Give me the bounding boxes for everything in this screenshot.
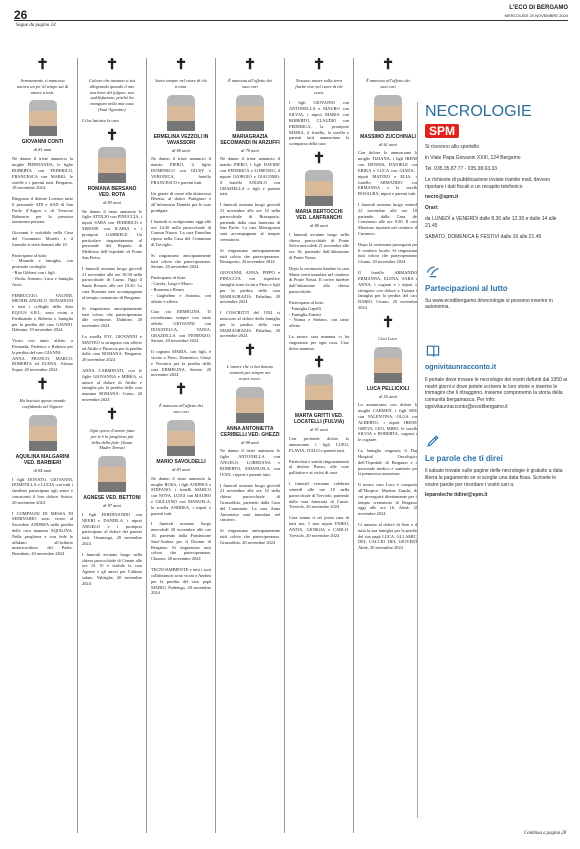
obituary-card: [289, 459, 349, 476]
obituary-text: I COSCRITTI del 1954 si uniscono al dolore della famiglia per la perdita della cara MARIAGRAZIA. Paladina, 20 novembre 2024: [220, 310, 280, 339]
portrait-photo: [29, 100, 57, 136]
obituary-card: [12, 378, 73, 506]
obituary-text: Ne danno il triste annuncio le figlie ANTONELLA con ANGELO, LOREDANA e ROBERTO, EMANUELA con IVAN, i nipoti e parenti tutti.: [220, 448, 280, 477]
obituary-card: [82, 368, 142, 403]
cross-icon: ✝: [105, 127, 119, 144]
obituary-card: [220, 202, 280, 243]
email-note: Le richieste di pubblicazione inviate tramite mail, devono riportare i dati fiscali e un recapito telefonico: [425, 176, 551, 190]
obituary-column: [77, 58, 146, 833]
obituary-card: [220, 58, 280, 197]
page-header: [0, 0, 580, 62]
obituary-text: Partecipano al lutto: - Miranda e famiglia, con profondo cordoglio - Rita Gibbesi con i figli - Paola, Antonio, Luca e famiglia Arsio: [12, 252, 73, 287]
deceased-name: ROMANA BERSANO VED. ROTA: [87, 185, 137, 198]
obituary-text: Con profondo dolore lo annunciano i figli LUIGI, FLAVIA, ITALO e parenti tutti.: [289, 436, 349, 453]
deceased-age: di 91 anni: [310, 427, 328, 433]
cross-icon: ✝: [105, 58, 119, 73]
obituary-text: Un grazie di cuore alla dottoressa Beretta, al dottor Pattigiuro e all’infermiera Daniela per le cure prodigate.: [151, 190, 211, 213]
portrait-photo: [305, 374, 333, 410]
deceased-age: di 70 anni: [241, 147, 259, 153]
obituary-column: [215, 58, 284, 833]
hours-weekend: SABATO, DOMENICA E FESTIVI dalle 16 alle 21.45: [425, 234, 542, 241]
obituary-card: [358, 202, 418, 237]
portrait-photo: [236, 95, 264, 131]
deceased-age: di 87 anni: [103, 503, 121, 509]
obituary-card: [220, 344, 280, 477]
deceased-name: MARIO SAVOLDELLI: [156, 458, 206, 465]
words-text: Il sabato trovate sulle pagine delle necrologie è gratuito a data libera la pagamento se si sceglie una data fissa. Scrivete le vostre parole per ricordare i vostri cari a:: [425, 467, 563, 488]
obituary-quote: È mancata all’affetto dei suoi cari: [228, 78, 272, 89]
portrait-photo: [236, 387, 264, 423]
obituary-text: Ci ha lasciato la cara: [82, 117, 119, 123]
office-heading: Si ricevono allo sportello: [425, 144, 480, 150]
obituary-text: La nostra cara mamma ci ha ringraziato per ogni cosa. Ciao dolce mamma.: [289, 333, 349, 351]
portrait-photo: [98, 147, 126, 183]
cross-icon: ✝: [243, 343, 257, 360]
obituary-card: [289, 266, 349, 295]
cross-icon: ✝: [312, 150, 326, 167]
office-address: in Viale Papa Giovanni XXIII, 124 Bergamo: [425, 154, 521, 161]
portrait-photo: [29, 415, 57, 451]
obituary-card: [12, 58, 73, 191]
obituary-text: I funerali avranno luogo venerdì 22 novembre alle ore 10, partendo dalla Casa del Commiato alle ore 9:30. Il caro Massimo riposerà nel cimitero di Curnasco.: [358, 201, 418, 236]
obituary-card: [12, 511, 73, 558]
obituary-text: FERRUCCIO, VALTER, MICHELANGELO DONADONI e tutti i colleghi della ditta EQUUS S.R.L. sono vicini a Ferdinando e Roberta e famiglia per la perdita del caro GIANNI. Dalmine, 19 novembre 2024.: [12, 292, 73, 333]
obituary-text: TECNOAMBIENTE e tutti i suoi collaboratori sono vicini a Andrea per la perdita del caro papà MARIO. Pedrengo, 20 novembre 2024: [151, 567, 211, 596]
hours-label: Orari:: [425, 205, 439, 212]
portrait-photo: [98, 456, 126, 492]
publication-date: MERCOLEDÌ 20 NOVEMBRE 2024: [504, 13, 568, 18]
obituary-text: GIOVANNI, ANNA, PIPPO e PINUCCIA con rispettive famiglie sono vicini a Piero e figli per la perdita della cara MARIAGRAZIA. Paladina, 20 novembre 2024: [220, 270, 280, 305]
obituary-quote: Ogni opera d’amore fatta per te è la preghiera più bella della fede. (Santa Madre Teresa): [89, 427, 135, 451]
page-number: 26: [14, 8, 28, 22]
deceased-name: ANNA ANTONIETTA CERIBELLI VED. GHEZZI: [220, 425, 280, 438]
obituary-text: Ringrazio il dottore Lorenzo tutto il personale ADI e SAD di San Paolo d’Argon e di Trescore Balneario per la preziosa assistenza prestata.: [12, 196, 73, 225]
obituary-card: [82, 552, 142, 587]
obituary-card: [151, 521, 211, 562]
obituary-card: [82, 266, 142, 301]
deceased-name: MARIA BERTOCCHI VED. LANFRANCHI: [295, 208, 343, 221]
obituary-card: [82, 408, 142, 547]
cross-icon: ✝: [36, 377, 49, 394]
deceased-age: di 61 anni: [379, 141, 397, 147]
obituary-card: [82, 306, 142, 329]
deceased-age: di 84 anni: [33, 467, 52, 473]
portrait-photo: [374, 95, 402, 131]
obituary-text: I figli DONATO, GIOVANNI, DOMITILLA e LUCIA con tutti i familiari partecipano agli amici e conoscenti il loro dolore. Suisio, 20 novembre 2024: [12, 476, 73, 505]
obituary-text: Lo annunciano con dolore la moglie CARMEN, i figli SEM con VALENTINA, OLGA con ALBERTO, i nipoti IRENE, GRETA, LEO, MIRO, le sorelle SILVIA e ROBERTA, cognati e le cognate.: [358, 402, 418, 443]
obituary-text: Partecipano al lutto: - Famiglia Capelli - Famiglia Zanotti - Nonna e Stefano, con tanto affetto: [289, 299, 349, 329]
obituary-text: Si ringraziano anticipatamente tutti coloro che parteciperanno. Seriate, 20 novembre 2024: [151, 252, 211, 270]
deceased-age: di 83 anni: [172, 466, 190, 472]
obituary-text: Cara nonna ti sei presa cura di tutti noi. I tuoi nipoti FABIO, ANITA, GIORGIA e CARLO. Treviolo, 20 novembre 2024: [289, 515, 349, 538]
obituary-card: [151, 349, 211, 378]
obituary-quote: Serenamente, ti mancava ancora un po’ di tempo sai di amore a tutti.: [16, 78, 69, 95]
deceased-name: MARIAGRAZIA SECOMANDI IN ARZUFFI: [220, 133, 280, 146]
participation-title: Partecipazioni al lutto: [425, 283, 508, 293]
deceased-name: MARTA GRITTI VED. LOCATELLI (FULVIA): [293, 413, 345, 426]
obituary-card: [151, 191, 211, 214]
obituary-text: I COMPAGNI DI MESSA DI SEMINARIO sono vicini al Sacerdote ANDREA nella perdita della cara mamma AQUILINA. Nella preghiera e con fede le affidano all’infinito misericordioso del Padre. Brembate, 20 novembre 2024: [12, 510, 73, 557]
obituary-text: Il nostro caro Luca è composto all’Hospice. Martino Zanchi, da cui proseguirà direttamente per il tempio crematorio di Bergamo oggi alle ore 16. Almè, 20 novembre 2024: [358, 482, 418, 517]
obituary-text: I funerali avranno luogo giovedì 21 novembre alle ore 10:30 nella parrocchiale di Curno. Oggi il Santo Rosario alle ore 19:30. La cara Romana sarà accompagnata al tempio crematorio di Bergamo.: [82, 265, 142, 300]
obituary-card: [358, 448, 418, 477]
obituary-text: I funerali avranno luogo nella chiesa parrocchiale di Ponte Selva mercoledì 21 novembre alle ore 10, partendo dall’abitazione di Ponte Nossa.: [289, 231, 349, 260]
cross-icon: ✝: [243, 58, 257, 73]
obituary-card: [358, 270, 418, 311]
obituary-text: I funerali avranno luogo giovedì 21 novembre alle ore 10 nella parrocchiale di Brusaporto, partendo dalla casa funeraria di San Paolo. La cara Mariagrazia sarà accompagnata al tempio crematorio.: [220, 202, 280, 242]
words-title: Le parole che ti direi: [425, 454, 503, 464]
obituary-text: I funerali avranno luogo mercoledì 20 novembre alle ore 10, partendo dalla Fondazione Sant’Andrea per il Duomo di Bergamo. Si ringraziano tutti coloro che parteciperanno. Clusone, 20 novembre 2024: [151, 521, 211, 562]
obituary-card: [289, 300, 349, 329]
obituary-card: [220, 528, 280, 545]
continued-from: Segue da pagina 24: [16, 23, 56, 28]
deceased-age: di 80 anni: [172, 147, 190, 153]
deceased-name: GIOVANNI CONTI: [21, 139, 64, 146]
cross-icon: ✝: [381, 58, 395, 73]
obituary-card: [151, 309, 211, 344]
obituary-card: [289, 58, 349, 147]
obituary-card: [151, 58, 211, 186]
obituary-card: [289, 356, 349, 453]
portrait-photo: [374, 347, 402, 383]
obituary-quote: Sarai sempre nel cuore di chi ti ama.: [155, 78, 207, 89]
necrologie-title: NECROLOGIE: [425, 103, 532, 120]
obituary-card: [151, 253, 211, 270]
obituary-quote: È mancato all’affetto dei suoi cari: [159, 403, 203, 415]
obituary-text: I figli FERDINANDO con NEERI e DANIELA, i nipoti ANGELO e i pronipoti partecipano al dolore dei parenti tutti. Ossanesga, 20 novembre 2024: [82, 511, 142, 546]
deceased-name: MASSIMO ZUCCHINALI: [360, 133, 416, 140]
email-link[interactable]: necro@spm.it: [425, 194, 459, 201]
cross-icon: ✝: [105, 406, 119, 423]
obituary-card: [220, 310, 280, 339]
obituary-text: Con dolore lo annunciano la moglie TIZIANA, i figli IRENE con DENNIS, DANIELE con ERIKA e LUCA con GIADA, i nipoti MATTEO e ELIA, il fratello ARMANDO con ERMANNA e la sorella ROSALBA, nipoti e parenti tutti.: [358, 150, 418, 197]
portrait-photo: [305, 170, 333, 206]
obituary-card: [358, 482, 418, 517]
cross-icon: ✝: [36, 58, 49, 73]
obituary-text: Il cognato MARIA, con figli, è vicino a Piero, Domenico, Giusy e Veronica per la perdita della cara ERMELINA. Seriate, 20 novembre 2024: [151, 349, 211, 378]
obituary-text: La sorella EVI, GIOVANNI e MATTEO si stringono con affetto ad Attilio e Pinuccia per la perdita della cara ROMANA. Bergamo, 20 novembre 2024: [82, 333, 142, 363]
obituary-card: [12, 338, 73, 373]
obituary-card: [220, 270, 280, 305]
obituary-text: I funerali verranno celebrati venerdì alle ore 10 nella parrocchiale di Treviolo, partendo dalla casa funeraria di Curno. Treviolo, 20 novembre 2024: [289, 481, 349, 510]
obituary-card: [12, 253, 73, 288]
obituary-card: [289, 515, 349, 538]
portal-text: Il portale dove trovare le necrologie dei nostri defunti dal 1950 ai nostri giorni e dove potete scrivere le loro storie e inserire le immagini che li ritraggono. Insieme comporremo la storia della comunità bergamasca. Per info: ognivitaunracconto@ecodibergamo.it: [425, 376, 568, 411]
deceased-age: di 88 anni: [241, 439, 259, 445]
obituary-column: [8, 58, 77, 833]
obituary-card: [151, 219, 211, 248]
obituary-card: [12, 230, 73, 247]
obituary-card: [220, 248, 280, 265]
sidebar: [417, 102, 568, 818]
portrait-photo: [167, 95, 195, 131]
deceased-age: di 83 anni: [103, 199, 121, 205]
obituary-text: Si ringraziano anticipatamente tutti coloro che parteciperanno. Brusaporto, 20 novembre 2024: [220, 247, 280, 265]
obituary-card: [358, 242, 418, 265]
obituary-card: [151, 275, 211, 304]
obituary-text: Si ringraziano anticipatamente tutti coloro che parteciperanno alle cerimonie. Dalmine, 20 novembre 2024: [82, 305, 142, 329]
obituary-card: [358, 316, 418, 443]
obituary-text: I funerali avranno luogo nella chiesa parrocchiale di Cenate alle ore 15. Vi è visibile la cara Agnese e gli amici per l’ultimo saluto. Valtrighe, 20 novembre 2024: [82, 551, 142, 586]
deceased-age: di 81 anni: [33, 147, 52, 153]
obituary-card: [358, 58, 418, 197]
newspaper-name: L'ECO DI BERGAMO: [509, 5, 568, 11]
obituary-card: [82, 334, 142, 363]
obituary-card: [12, 293, 73, 334]
obituary-text: Ci uniamo al dolore di Sem e di tutta la sua famiglia per la perdita del suo papà LUCA. GLI AMICI DEL CALCIO DEL GIOVEDÌ. Almè, 20 novembre 2024: [358, 522, 418, 551]
obituary-quote: L’amore che ci hai donato rimarrà per sempre nei nostri cuori.: [226, 364, 274, 381]
obituary-text: Ne danno il triste annuncio la moglie ROSA, i figli ANDREA e STEFANO, i fratelli MARCO con NOVA, LUIGI con MAURO e GIULIANO con MANUELA, la sorella ANDREA, i nipoti e parenti tutti.: [151, 475, 211, 516]
obituary-card: [289, 481, 349, 510]
obituary-text: ANNA CARMINATI, con le figlie GIOVANNA e MIRKA, si unisce al dolore di Attilio e famiglia per la perdita della cara mamma ROMANA. Curno, 20 novembre 2024: [82, 368, 142, 403]
deceased-name: AQUILINA MALGARINI VED. BARBIERI: [15, 453, 70, 466]
phone: Tel. 035.35.87.77 - 035.38.63.33: [425, 165, 498, 172]
portal-link[interactable]: ognivitaunracconto.it: [425, 364, 497, 372]
spm-logo: SPM: [425, 124, 459, 138]
obituary-text: Dopo la cerimonia funebre la cara Maria verrà tumulata nel cimitero di Ponte Nossa. Il corteo funebre dall’abitazione alla chiesa parrocchiale.: [289, 265, 349, 295]
obituary-card: [82, 58, 142, 124]
obituary-text: Vicini con tanto affetto a Fernanda, Federico e Roberta per la perdita del caro GIANNI. ANNA, FRANCO, MARCO, ROBERTA ed ELENA. Alzano Sopra, 20 novembre 2024: [12, 338, 73, 373]
obituary-card: [358, 522, 418, 551]
obituary-text: Ciao zia ERMELINA. Ti ricorderemo sempre con tanto affetto. GIOVANNI con DONATELLA, TANIA, GRAZIELLA con FIORENZO. Seriate, 20 novembre 2024: [151, 309, 211, 344]
header-rule: [14, 20, 568, 21]
obituary-text: Ne danno il triste annuncio la moglie PIERNANDA, le figlie ROBERTA con FEDERICO, FRANCESCA con MARIO, le sorelle e i parenti tutti. Bergamo, 18 novembre 2024.: [12, 156, 73, 191]
participation-text: Su www.ecodibergamo.it/necrologie si possono inserire in autonomia.: [425, 297, 553, 311]
obituary-column: [146, 58, 215, 833]
obituary-text: Ne danno il triste annuncio il marito PIERO, i figli DAVIDE con FEDERICA e LORENZO, il nipote GIORGIO e GIACOMO, il fratello ANGELO con GRAZIELLA e figli e parenti tutti.: [220, 156, 280, 197]
obituary-card: [220, 483, 280, 524]
cross-icon: ✝: [174, 58, 188, 73]
obituary-text: I funerali avranno luogo giovedì 21 novembre alle ore 10 nella chiesa parrocchiale di Grassobbio, partendo dalla Casa del Commiato. La cara Anna Antonietta sarà tumulata nel cimitero.: [220, 482, 280, 523]
cross-icon: ✝: [381, 314, 395, 331]
obituary-card: [151, 383, 211, 516]
obituary-card: [289, 152, 349, 261]
deceased-name: ERMELINA VEZZOLI IN VAVASSORI: [153, 133, 209, 146]
obituary-text: La famiglia ringrazia il Day Hospital Oncologico dell’Ospedale di Bergamo e il personale medico e sanitario per la premurosa assistenza.: [358, 448, 418, 477]
words-email[interactable]: leparoleche tidirei@spm.it: [425, 492, 488, 499]
obituary-column: [284, 58, 353, 833]
obituary-card: [151, 567, 211, 596]
obituary-text: Partecipano al lutto: - Carola, Luigi e Marco - Rosanna e Renzo - Guglielmo e Antonia, con affetto e affetto: [151, 275, 211, 304]
obituary-quote: Ciao Luca.: [378, 335, 398, 341]
deceased-name: AGNESE VED. BETTONI: [83, 495, 141, 502]
cross-icon: ✝: [312, 58, 326, 73]
deceased-age: di 86 anni: [310, 222, 328, 228]
obituary-quote: È mancato all’affetto dei suoi cari: [366, 78, 410, 89]
obituary-card: [12, 196, 73, 225]
obituary-text: Particolari e sentiti ringraziamenti al dottore Russo, alle cure palliative e ai vicini di casa.: [289, 458, 349, 476]
obituary-text: I figli GIOVANNI con ANTONELLA e MAURO con SILVIA, i nipoti MARIA con ROBERTO, CLAUDIO con FEDERICA, la pronipote MARIA, il fratello, la sorella e parenti tutti annunciano la scomparsa della cara: [289, 100, 349, 147]
deceased-age: di 55 anni: [379, 393, 397, 399]
cross-icon: ✝: [174, 382, 188, 399]
obituary-text: Si ringraziano anticipatamente tutti coloro che parteciperanno. Grassobbio, 20 novembre 2024: [220, 528, 280, 545]
obituary-text: Il fratello ARMANDO, ERMANNA, ELENA, SARA e ANNA, i cognati e i nipoti si stringono con dolore a Tiziana e famiglia per la perdita del caro DARIO. Cisano, 20 novembre 2024: [358, 270, 418, 310]
obituary-column: [353, 58, 422, 833]
pen-icon: [425, 433, 441, 449]
portrait-photo: [167, 420, 195, 456]
cross-icon: ✝: [312, 355, 326, 372]
obituary-card: [82, 129, 142, 261]
deceased-name: LUCA PELLICIOLI: [366, 385, 410, 392]
obituary-text: Dopo la cerimonia proseguirà per il cimitero locale. Si ringraziano tutti coloro che parteciperanno. Cisano, 20 novembre 2024: [358, 241, 418, 265]
obituary-text: Giovanni è visitabile nella Casa del Commiato Moretti e il funerale si terrà domani alle 10.: [12, 230, 73, 247]
obituary-text: Ne danno il triste annuncio le figlie ATTILIO con PINUCCIA, i nipoti SARA con FEDERICO e SIMONE con ILARIA e i pronipoti GABRIELE. Un particolare ringraziamento al personale del Reparto di Medicina dell’ospedale di Ponte San Pietro.: [82, 208, 142, 260]
obituary-text: I funerali si svolgeranno oggi alle ore 14:30 nella parrocchiale di Comun Nuovo. La cara Ermelina riposa nella Casa del Commiato di Treviglio.: [151, 218, 211, 247]
obituary-card: [289, 334, 349, 351]
obituary-quote: Cultore che anziana si sta allegrando quando il mio non bene del fulgore, non soddisfazione, poiché ha mangiato nella mia casa (Sant’Agostino): [89, 78, 135, 113]
obituary-text: Ne danno il triste annuncio il marito PIERO, il figlio DOMENICO con GIUSY e VERONICA, fratello FRANCESCO e parenti tutti.: [151, 156, 211, 185]
continue-note: Continua a pagina 28: [524, 831, 566, 836]
obituary-quote: Ha lasciato questo mondo confidando nel Signore: [19, 398, 66, 409]
hands-icon: [425, 263, 441, 279]
book-icon: [425, 343, 441, 359]
hours-week: da LUNEDÌ a VENERDÌ dalle 8.30 alle 12.30 e dalle 14 alle 21.45: [425, 216, 557, 230]
obituary-quote: Nessuno muore sulla terra finché vive nel cuore di chi resta.: [295, 78, 343, 95]
